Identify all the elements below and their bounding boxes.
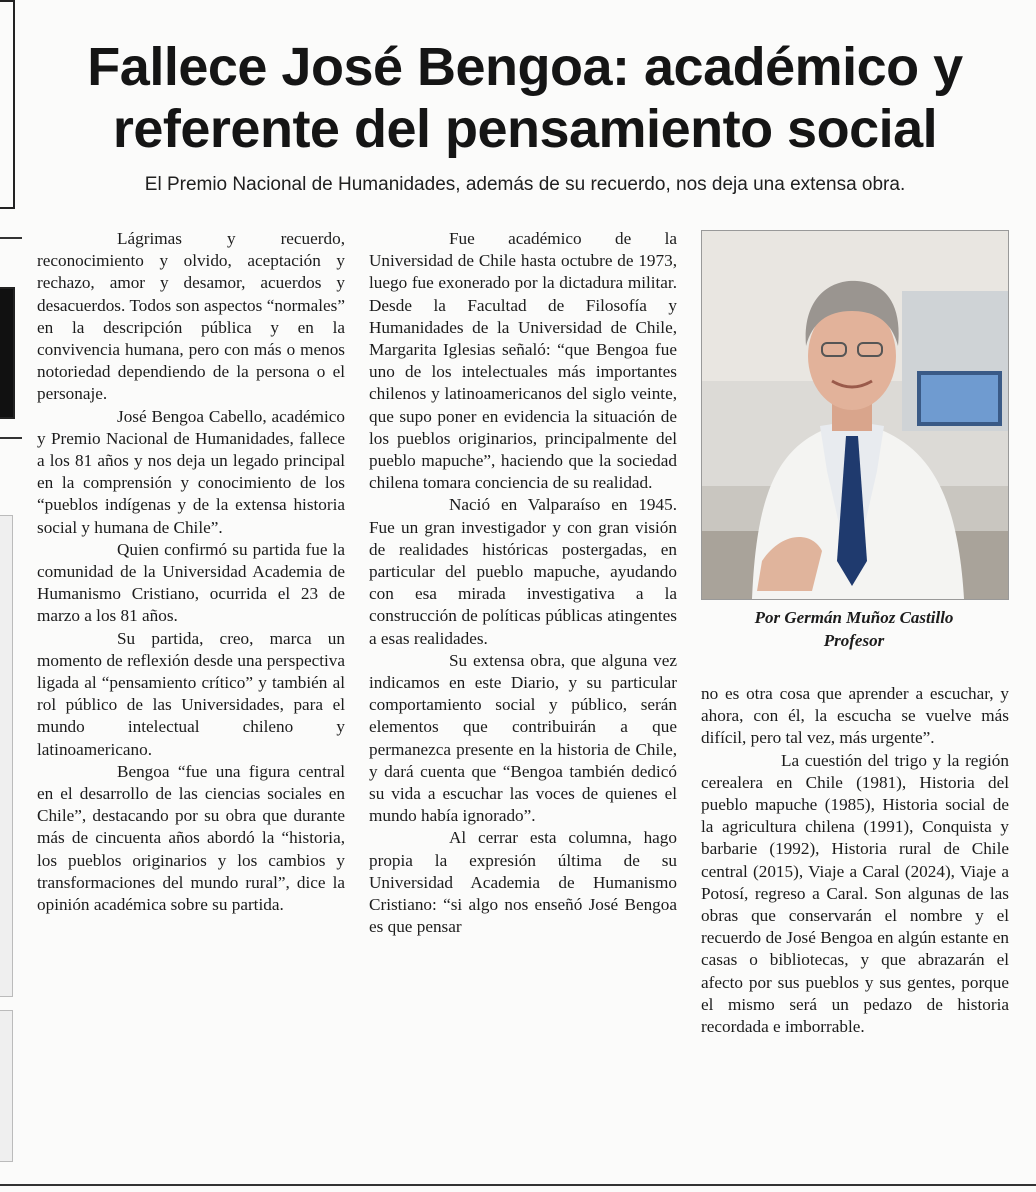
paragraph: Su extensa obra, que alguna vez indicamos en este Diario, y su particular comportamiento social y público, serán elementos que contribuirán a que permanezca presente en la historia de Chile, y dará cuenta que “Bengoa también dedicó su vida a escuchar las voces de quienes el mundo había ignorado”.: [369, 650, 677, 826]
adjacent-column-panel: [0, 1010, 13, 1162]
author-photo: [701, 230, 1009, 600]
article-column-2: [369, 228, 677, 939]
paragraph: Bengoa “fue una figura central en el desarrollo de las ciencias sociales en Chile”, destacando por su obra que durante más de cincuenta años abordó la “historia, los pueblos originarios y los cambios y transformaciones del mundo rural”, dice la opinión académica sobre su partida.: [37, 761, 345, 915]
adjacent-column-panel: [0, 515, 13, 997]
byline-author: Por Germán Muñoz Castillo: [754, 608, 954, 627]
paragraph: Nació en Valparaíso en 1945. Fue un gran investigador y con gran visión de realidades históricas postergadas, en particular del pueblo mapuche, ayudando con esa mirada investigativa a la construcción de políticas públicas atingentes a esas realidades.: [369, 495, 677, 648]
subheadline: El Premio Nacional de Humanidades, además de su recuerdo, nos deja una extensa obra.: [144, 174, 906, 195]
adjacent-column-box: [0, 0, 15, 209]
paragraph: La cuestión del trigo y la región cerealera en Chile (1981), Historia del pueblo mapuche (1985), Historia social de la agricultura chilena (1991), Conquista y barbarie (1992), Historia rural de Chile central (2015), Viaje a Caral (2024), Viaje a Potosí, regreso a Caral. Son algunas de las obras que conservarán el nombre y el recuerdo de José Bengoa en algún estante en casas o bibliotecas, y que abrazarán el afecto por sus pueblos y sus gentes, porque el mismo será un pedazo de historia recordada e imborrable.: [701, 750, 1009, 1037]
adjacent-column-rule: [0, 237, 22, 239]
article-column-1: [37, 228, 345, 916]
paragraph: Su partida, creo, marca un momento de reflexión desde una perspectiva ligada al “pensamiento crítico” y también al rol público de las Universidades, para el mundo intelectual chileno y latinoamericano.: [37, 628, 345, 759]
paragraph: Fue académico de la Universidad de Chile hasta octubre de 1973, luego fue exonerado por la dictadura militar. Desde la Facultad de Filosofía y Humanidades de la Universidad de Chile, Margarita Iglesias señaló: “que Bengoa fue uno de los intelectuales más importantes chilenos y latinoamericanos del siglo veinte, que supo poner en evidencia la situación de los pueblos originarios, principalmente del pueblo mapuche”, haciendo que la sociedad chilena tomara conciencia de su realidad.: [369, 229, 677, 493]
paragraph: Quien confirmó su partida fue la comunidad de la Universidad Academia de Humanismo Cristiano, ocurrida el 23 de marzo a los 81 años.: [37, 539, 345, 626]
paragraph: José Bengoa Cabello, académico y Premio Nacional de Humanidades, fallece a los 81 años y nos deja un legado principal en la comprensión y conocimiento de los “pueblos indígenas y de la extensa historia social y humana de Chile”.: [37, 406, 345, 537]
byline-role: Profesor: [823, 631, 885, 650]
author-portrait-illustration: [702, 231, 1008, 599]
article-column-3: [701, 683, 1009, 1038]
photo-caption: [701, 606, 1007, 652]
paragraph: no es otra cosa que aprender a escuchar, y ahora, con él, la escucha se vuelve más difícil, pero tal vez, más urgente”.: [701, 684, 1009, 748]
paragraph: Lágrimas y recuerdo, reconocimiento y olvido, aceptación y rechazo, amor y desamor, acuerdos y desacuerdos. Todos son aspectos “normales” en la descripción pública y en la convivencia humana, pero con más o menos notoriedad dependiendo de la persona o el personaje.: [37, 229, 345, 404]
headline: Fallece José Bengoa: académico y referente del pensamiento social: [87, 37, 963, 159]
adjacent-column-block: [0, 287, 15, 419]
adjacent-column-rule: [0, 437, 22, 439]
page-bottom-rule: [0, 1184, 1036, 1186]
paragraph: Al cerrar esta columna, hago propia la expresión última de su Universidad Academia de Humanismo Cristiano: “si algo nos enseñó José Bengoa es que pensar: [369, 828, 677, 937]
